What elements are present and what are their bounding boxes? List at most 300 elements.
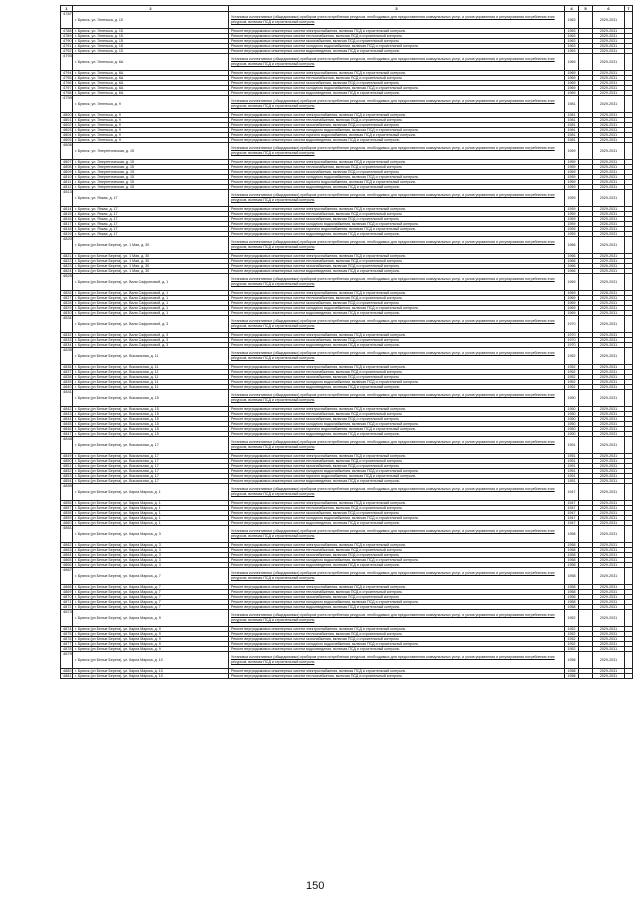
work-type-cell: Ремонт внутридомовых инженерных систем электроснабжения, включая ПСД и строительный контроль — [229, 160, 565, 165]
work-type-cell: Ремонт внутридомовых инженерных систем теплоснабжения, включая ПСД и строительный контроль — [229, 548, 565, 553]
empty-cell — [625, 190, 633, 207]
row-number: 4870 — [61, 595, 73, 600]
address-cell: г. Брянск (рп Белые Берега), ул. Карла Маркса, д. 1 — [73, 516, 229, 521]
table-row-meter-install — [61, 12, 633, 29]
work-type-cell: Ремонт внутридомовых инженерных систем холодного водоснабжения, включая ПСД и строительный контроль — [229, 380, 565, 385]
row-number: 4843 — [61, 412, 73, 417]
work-type-cell: Ремонт внутридомовых инженерных систем газоснабжения, включая ПСД и строительный контроль — [229, 217, 565, 222]
period-cell: 2029-2031 — [593, 370, 625, 375]
year-cell: 1952 — [565, 637, 579, 642]
header-cell: 7 — [625, 6, 633, 12]
period-cell: 2029-2031 — [593, 469, 625, 474]
period-cell: 2029-2031 — [593, 479, 625, 484]
row-number: 4809 — [61, 170, 73, 175]
work-type-cell: Ремонт внутридомовых инженерных систем газоснабжения, включая ПСД и строительный контроль — [229, 39, 565, 44]
year-cell: 1958 — [565, 674, 579, 679]
row-number: 4865 — [61, 558, 73, 563]
work-type-cell: Ремонт внутридомовых инженерных систем газоснабжения, включая ПСД и строительный контроль — [229, 553, 565, 558]
year-cell: 1959 — [565, 165, 579, 170]
address-cell: г. Брянск, ул. Янкая, д. 17 — [73, 217, 229, 222]
row-number: 4810 — [61, 175, 73, 180]
empty-cell — [625, 610, 633, 627]
year-cell: 1951 — [565, 437, 579, 454]
address-cell: г. Брянск (рп Белые Берега), ул. Вокзальная, д. 17 — [73, 479, 229, 484]
year-cell: 1959 — [565, 190, 579, 207]
work-type-cell: Ремонт внутридомовых инженерных систем теплоснабжения, включая ПСД и строительный контроль — [229, 212, 565, 217]
period-cell: 2029-2031 — [593, 548, 625, 553]
year-cell: 1952 — [565, 370, 579, 375]
work-type-cell: Ремонт внутридомовых инженерных систем холодного водоснабжения, включая ПСД и строительный контроль — [229, 516, 565, 521]
year-cell: 1963 — [565, 39, 579, 44]
work-type-cell: Ремонт внутридомовых инженерных систем теплоснабжения, включая ПСД и строительный контроль — [229, 459, 565, 464]
address-cell: г. Брянск, ул. Энергетическая, д. 15 — [73, 170, 229, 175]
year-cell: 1947 — [565, 484, 579, 501]
row-number: 4844 — [61, 417, 73, 422]
address-cell: г. Брянск, ул. Энгельса, д. 6А — [73, 91, 229, 96]
work-type-cell: Ремонт внутридомовых инженерных систем теплоснабжения, включая ПСД и строительный контроль — [229, 118, 565, 123]
work-type-cell: Установка коллективных (общедомовых) приборов учета потребления ресурсов, необходимых для предоставления коммунальных услуг, и узлов управления и регулирования потребления этих ресурсов, включая ПСД и строительный контроль — [229, 316, 565, 333]
row-number: 4856 — [61, 501, 73, 506]
table-row-meter-install — [61, 274, 633, 291]
work-type-cell: Ремонт внутридомовых инженерных систем электроснабжения, включая ПСД и строительный контроль — [229, 501, 565, 506]
period-cell: 2029-2031 — [593, 165, 625, 170]
address-cell: г. Брянск, ул. Энгельса, д. 15 — [73, 49, 229, 54]
year-cell: 1981 — [565, 96, 579, 113]
address-cell: г. Брянск, ул. Энгельса, д. 9 — [73, 128, 229, 133]
address-cell: г. Брянск (рп Белые Берега), ул. 1 Мая, д. 30 — [73, 259, 229, 264]
year-cell: 1981 — [565, 138, 579, 143]
work-type-cell: Ремонт внутридомовых инженерных систем газоснабжения, включая ПСД и строительный контроль — [229, 81, 565, 86]
address-cell: г. Брянск (рп Белые Берега), ул. Вокзальная, д. 11 — [73, 385, 229, 390]
period-cell: 2029-2031 — [593, 259, 625, 264]
period-cell: 2029-2031 — [593, 128, 625, 133]
row-number: 4835 — [61, 348, 73, 365]
row-number: 4803 — [61, 128, 73, 133]
row-number: 4802 — [61, 123, 73, 128]
work-type-cell: Ремонт внутридомовых инженерных систем теплоснабжения, включая ПСД и строительный контроль — [229, 590, 565, 595]
table-row-meter-install — [61, 237, 633, 254]
work-type-cell: Ремонт внутридомовых инженерных систем водоотведения, включая ПСД и строительный контроль — [229, 269, 565, 274]
empty-cell — [579, 348, 593, 365]
address-cell: г. Брянск, ул. Энгельса, д. 9 — [73, 113, 229, 118]
address-cell: г. Брянск (рп Белые Берега), ул. Карла Маркса, д. 10 — [73, 674, 229, 679]
period-cell: 2026-2031 — [593, 222, 625, 227]
period-cell: 2029-2031 — [593, 484, 625, 501]
row-number: 4834 — [61, 343, 73, 348]
work-type-cell: Ремонт внутридомовых инженерных систем газоснабжения, включая ПСД и строительный контроль — [229, 637, 565, 642]
work-type-cell: Ремонт внутридомовых инженерных систем теплоснабжения, включая ПСД и строительный контроль — [229, 412, 565, 417]
address-cell: г. Брянск, ул. Энгельса, д. 9 — [73, 96, 229, 113]
address-cell: г. Брянск (рп Белые Берега), ул. Карла Маркса, д. 3 — [73, 558, 229, 563]
address-cell: г. Брянск (рп Белые Берега), ул. Вали Сафроновой, д. 1 — [73, 296, 229, 301]
address-cell: г. Брянск (рп Белые Берега), ул. Карла Маркса, д. 3 — [73, 526, 229, 543]
work-type-cell: Ремонт внутридомовых инженерных систем электроснабжения, включая ПСД и строительный контроль — [229, 407, 565, 412]
row-number: 4877 — [61, 642, 73, 647]
year-cell: 1970 — [565, 338, 579, 343]
work-type-cell: Ремонт внутридомовых инженерных систем теплоснабжения, включая ПСД и строительный контроль — [229, 76, 565, 81]
row-number: 4852 — [61, 469, 73, 474]
row-number: 4831 — [61, 316, 73, 333]
row-number: 4805 — [61, 138, 73, 143]
period-cell: 2029-2031 — [593, 605, 625, 610]
year-cell: 1959 — [565, 160, 579, 165]
period-cell: 2029-2031 — [593, 301, 625, 306]
empty-cell — [579, 568, 593, 585]
year-cell: 1958 — [565, 605, 579, 610]
year-cell: 1969 — [565, 274, 579, 291]
address-cell: г. Брянск, ул. Энергетическая, д. 15 — [73, 143, 229, 160]
address-cell: г. Брянск (рп Белые Берега), ул. Вокзальная, д. 15 — [73, 407, 229, 412]
period-cell: 2029-2031 — [593, 237, 625, 254]
period-cell: 2029-2031 — [593, 459, 625, 464]
year-cell: 1947 — [565, 511, 579, 516]
period-cell: 2029-2031 — [593, 380, 625, 385]
address-cell: г. Брянск, ул. Янкая, д. 17 — [73, 212, 229, 217]
work-type-cell: Установка коллективных (общедомовых) приборов учета потребления ресурсов, необходимых для предоставления коммунальных услуг, и узлов управления и регулирования потребления этих ресурсов, включая ПСД и строительный контроль — [229, 568, 565, 585]
empty-cell — [579, 143, 593, 160]
year-cell: 1959 — [565, 185, 579, 190]
address-cell: г. Брянск, ул. Энгельса, д. 9 — [73, 118, 229, 123]
address-cell: г. Брянск (рп Белые Берега), ул. 1 Мая, д. 30 — [73, 269, 229, 274]
page-number: 150 — [306, 880, 325, 892]
period-cell: 2029-2031 — [593, 227, 625, 232]
address-cell: г. Брянск (рп Белые Берега), ул. Вокзальная, д. 11 — [73, 365, 229, 370]
row-number: 4822 — [61, 259, 73, 264]
period-cell: 2029-2031 — [593, 427, 625, 432]
work-type-cell: Ремонт внутридомовых инженерных систем теплоснабжения, включая ПСД и строительный контроль — [229, 506, 565, 511]
table-row-meter-install — [61, 390, 633, 407]
empty-cell — [579, 12, 593, 29]
table-row-meter-install — [61, 316, 633, 333]
row-number: 4848 — [61, 437, 73, 454]
row-number: 4833 — [61, 338, 73, 343]
work-type-cell: Установка коллективных (общедомовых) приборов учета потребления ресурсов, необходимых для предоставления коммунальных услуг, и узлов управления и регулирования потребления этих ресурсов, включая ПСД и строительный контроль — [229, 274, 565, 291]
work-type-cell: Ремонт внутридомовых инженерных систем холодного водоснабжения, включая ПСД и строительный контроль — [229, 128, 565, 133]
year-cell: 1950 — [565, 427, 579, 432]
period-cell: 2029-2031 — [593, 558, 625, 563]
table-row-meter-install — [61, 526, 633, 543]
row-number: 4860 — [61, 521, 73, 526]
work-type-cell: Ремонт внутридомовых инженерных систем теплоснабжения, включая ПСД и строительный контроль — [229, 674, 565, 679]
year-cell: 1959 — [565, 227, 579, 232]
year-cell: 1958 — [565, 600, 579, 605]
address-cell: г. Брянск (рп Белые Берега), ул. Вокзальная, д. 17 — [73, 454, 229, 459]
empty-cell — [579, 96, 593, 113]
work-type-cell: Ремонт внутридомовых инженерных систем электроснабжения, включая ПСД и строительный контроль — [229, 207, 565, 212]
row-number: 4818 — [61, 227, 73, 232]
work-type-cell: Ремонт внутридомовых инженерных систем теплоснабжения, включая ПСД и строительный контроль — [229, 259, 565, 264]
row-number: 4821 — [61, 254, 73, 259]
year-cell: 1950 — [565, 412, 579, 417]
address-cell: г. Брянск, ул. Энгельса, д. 6А — [73, 76, 229, 81]
address-cell: г. Брянск, ул. Энгельса, д. 6А — [73, 54, 229, 71]
row-number: 4864 — [61, 553, 73, 558]
address-cell: г. Брянск, ул. Энгельса, д. 15 — [73, 44, 229, 49]
work-type-cell: Ремонт внутридомовых инженерных систем электроснабжения, включая ПСД и строительный контроль — [229, 254, 565, 259]
empty-cell — [579, 190, 593, 207]
address-cell: г. Брянск (рп Белые Берега), ул. Карла Маркса, д. 7 — [73, 600, 229, 605]
row-number: 4850 — [61, 459, 73, 464]
work-type-cell: Ремонт внутридомовых инженерных систем водоотведения, включая ПСД и строительный контроль — [229, 385, 565, 390]
row-number: 4788 — [61, 29, 73, 34]
row-number: 4859 — [61, 516, 73, 521]
work-type-cell: Ремонт внутридомовых инженерных систем теплоснабжения, включая ПСД и строительный контроль — [229, 34, 565, 39]
row-number: 4861 — [61, 526, 73, 543]
year-cell: 1952 — [565, 632, 579, 637]
year-cell: 1952 — [565, 348, 579, 365]
row-number: 4862 — [61, 543, 73, 548]
repair-schedule-table — [60, 5, 633, 679]
address-cell: г. Брянск (рп Белые Берега), ул. Карла Маркса, д. 1 — [73, 506, 229, 511]
address-cell: г. Брянск (рп Белые Берега), ул. Вали Сафроновой, д. 1 — [73, 311, 229, 316]
work-type-cell: Ремонт внутридомовых инженерных систем электроснабжения, включая ПСД и строительный контроль — [229, 543, 565, 548]
address-cell: г. Брянск (рп Белые Берега), ул. Карла Маркса, д. 7 — [73, 590, 229, 595]
address-cell: г. Брянск, ул. Энгельса, д. 15 — [73, 34, 229, 39]
header-cell: 6 — [593, 6, 625, 12]
period-cell: 2029-2031 — [593, 521, 625, 526]
year-cell: 1951 — [565, 479, 579, 484]
work-type-cell: Установка коллективных (общедомовых) приборов учета потребления ресурсов, необходимых для предоставления коммунальных услуг, и узлов управления и регулирования потребления этих ресурсов, включая ПСД и строительный контроль — [229, 610, 565, 627]
address-cell: г. Брянск (рп Белые Берега), ул. Карла Маркса, д. 3 — [73, 553, 229, 558]
year-cell: 1969 — [565, 81, 579, 86]
year-cell: 1969 — [565, 291, 579, 296]
work-type-cell: Ремонт внутридомовых инженерных систем электроснабжения, включая ПСД и строительный контроль — [229, 669, 565, 674]
period-cell: 2029-2031 — [593, 333, 625, 338]
year-cell: 1963 — [565, 12, 579, 29]
row-number: 4814 — [61, 207, 73, 212]
period-cell: 2029-2031 — [593, 632, 625, 637]
row-number: 4825 — [61, 274, 73, 291]
period-cell: 2029-2031 — [593, 207, 625, 212]
work-type-cell: Установка коллективных (общедомовых) приборов учета потребления ресурсов, необходимых для предоставления коммунальных услуг, и узлов управления и регулирования потребления этих ресурсов, включая ПСД и строительный контроль — [229, 348, 565, 365]
work-type-cell: Установка коллективных (общедомовых) приборов учета потребления ресурсов, необходимых для предоставления коммунальных услуг, и узлов управления и регулирования потребления этих ресурсов, включая ПСД и строительный контроль — [229, 390, 565, 407]
empty-cell — [579, 652, 593, 669]
period-cell: 2029-2031 — [593, 568, 625, 585]
period-cell: 2029-2031 — [593, 81, 625, 86]
address-cell: г. Брянск (рп Белые Берега), ул. Карла Маркса, д. 3 — [73, 563, 229, 568]
year-cell: 1958 — [565, 526, 579, 543]
period-cell: 2029-2031 — [593, 385, 625, 390]
work-type-cell: Ремонт внутридомовых инженерных систем электроснабжения, включая ПСД и строительный контроль — [229, 365, 565, 370]
period-cell: 2029-2031 — [593, 217, 625, 222]
address-cell: г. Брянск, ул. Энергетическая, д. 15 — [73, 180, 229, 185]
address-cell: г. Брянск, ул. Энергетическая, д. 15 — [73, 175, 229, 180]
work-type-cell: Ремонт внутридомовых инженерных систем газоснабжения, включая ПСД и строительный контроль — [229, 417, 565, 422]
year-cell: 1969 — [565, 296, 579, 301]
address-cell: г. Брянск, ул. Янкая, д. 17 — [73, 190, 229, 207]
year-cell: 1950 — [565, 407, 579, 412]
address-cell: г. Брянск, ул. Янкая, д. 17 — [73, 207, 229, 212]
empty-cell — [579, 274, 593, 291]
work-type-cell: Установка коллективных (общедомовых) приборов учета потребления ресурсов, необходимых для предоставления коммунальных услуг, и узлов управления и регулирования потребления этих ресурсов, включая ПСД и строительный контроль — [229, 484, 565, 501]
year-cell: 1959 — [565, 222, 579, 227]
address-cell: г. Брянск, ул. Энергетическая, д. 15 — [73, 160, 229, 165]
row-number: 4815 — [61, 212, 73, 217]
year-cell: 1963 — [565, 34, 579, 39]
period-cell: 2029-2031 — [593, 647, 625, 652]
year-cell: 1958 — [565, 548, 579, 553]
year-cell: 1963 — [565, 29, 579, 34]
empty-cell — [625, 390, 633, 407]
empty-cell — [625, 484, 633, 501]
address-cell: г. Брянск (рп Белые Берега), ул. Вокзальная, д. 15 — [73, 422, 229, 427]
table-row-meter-install — [61, 610, 633, 627]
year-cell: 1970 — [565, 316, 579, 333]
period-cell: 2028-2031 — [593, 291, 625, 296]
address-cell: г. Брянск (рп Белые Берега), ул. 1 Мая, д. 30 — [73, 237, 229, 254]
work-type-cell: Установка коллективных (общедомовых) приборов учета потребления ресурсов, необходимых для предоставления коммунальных услуг, и узлов управления и регулирования потребления этих ресурсов, включая ПСД и строительный контроль — [229, 652, 565, 669]
address-cell: г. Брянск (рп Белые Берега), ул. 1 Мая, д. 30 — [73, 254, 229, 259]
work-type-cell: Ремонт внутридомовых инженерных систем водоотведения, включая ПСД и строительный контроль — [229, 343, 565, 348]
empty-cell — [579, 390, 593, 407]
year-cell: 1947 — [565, 501, 579, 506]
year-cell: 1952 — [565, 610, 579, 627]
empty-cell — [625, 237, 633, 254]
header-cell: 4 — [565, 6, 579, 12]
empty-cell — [579, 526, 593, 543]
work-type-cell: Ремонт внутридомовых инженерных систем газоснабжения, включая ПСД и строительный контроль — [229, 464, 565, 469]
empty-cell — [579, 674, 593, 679]
year-cell: 1952 — [565, 385, 579, 390]
work-type-cell: Ремонт внутридомовых инженерных систем холодного водоснабжения, включая ПСД и строительный контроль — [229, 642, 565, 647]
work-type-cell: Установка коллективных (общедомовых) приборов учета потребления ресурсов, необходимых для предоставления коммунальных услуг, и узлов управления и регулирования потребления этих ресурсов, включая ПСД и строительный контроль — [229, 12, 565, 29]
period-cell: 2029-2031 — [593, 437, 625, 454]
table-row-meter-install — [61, 190, 633, 207]
row-number: 4849 — [61, 454, 73, 459]
row-number: 4878 — [61, 647, 73, 652]
address-cell: г. Брянск (рп Белые Берега), ул. Вокзальная, д. 15 — [73, 427, 229, 432]
period-cell: 2029-2031 — [593, 34, 625, 39]
work-type-cell: Ремонт внутридомовых инженерных систем водоотведения, включая ПСД и строительный контроль — [229, 91, 565, 96]
year-cell: 1963 — [565, 44, 579, 49]
year-cell: 1952 — [565, 647, 579, 652]
table-row-meter-install — [61, 348, 633, 365]
year-cell: 1959 — [565, 143, 579, 160]
row-number: 4857 — [61, 506, 73, 511]
table-row-meter-install — [61, 568, 633, 585]
work-type-cell: Ремонт внутридомовых инженерных систем горячего водоснабжения, включая ПСД и строительный контроль — [229, 180, 565, 185]
row-number: 4874 — [61, 627, 73, 632]
work-type-cell: Ремонт внутридомовых инженерных систем водоотведения, включая ПСД и строительный контроль — [229, 49, 565, 54]
year-cell: 1981 — [565, 113, 579, 118]
address-cell: г. Брянск (рп Белые Берега), ул. Карла Маркса, д. 3 — [73, 548, 229, 553]
address-cell: г. Брянск, ул. Янкая, д. 17 — [73, 222, 229, 227]
address-cell: г. Брянск (рп Белые Берега), ул. Вокзальная, д. 15 — [73, 390, 229, 407]
row-number: 4869 — [61, 590, 73, 595]
period-cell: 2029-2031 — [593, 49, 625, 54]
row-number: 4838 — [61, 375, 73, 380]
period-cell: 2029-2031 — [593, 96, 625, 113]
address-cell: г. Брянск (рп Белые Берега), ул. Карла Маркса, д. 9 — [73, 642, 229, 647]
empty-cell — [625, 674, 633, 679]
period-cell: 2029-2031 — [593, 610, 625, 627]
work-type-cell: Ремонт внутридомовых инженерных систем горячего водоснабжения, включая ПСД и строительный контроль — [229, 474, 565, 479]
address-cell: г. Брянск, ул. Янкая, д. 17 — [73, 227, 229, 232]
row-number: 4847 — [61, 432, 73, 437]
year-cell: 1958 — [565, 585, 579, 590]
address-cell: г. Брянск (рп Белые Берега), ул. Вокзальная, д. 17 — [73, 437, 229, 454]
period-cell: 2029-2031 — [593, 190, 625, 207]
year-cell: 1966 — [565, 254, 579, 259]
work-type-cell: Ремонт внутридомовых инженерных систем холодного водоснабжения, включая ПСД и строительный контроль — [229, 306, 565, 311]
row-number: 4855 — [61, 484, 73, 501]
row-number: 4846 — [61, 427, 73, 432]
period-cell: 2029-2031 — [593, 563, 625, 568]
work-type-cell: Ремонт внутридомовых инженерных систем холодного водоснабжения, включая ПСД и строительный контроль — [229, 175, 565, 180]
address-cell: г. Брянск, ул. Энгельса, д. 9 — [73, 123, 229, 128]
period-cell: 2029-2031 — [593, 474, 625, 479]
period-cell: 2029-2031 — [593, 138, 625, 143]
year-cell: 1969 — [565, 306, 579, 311]
period-cell: 2029-2031 — [593, 637, 625, 642]
row-number: 4795 — [61, 76, 73, 81]
year-cell: 1959 — [565, 175, 579, 180]
period-cell: 2029-2031 — [593, 44, 625, 49]
address-cell: г. Брянск (рп Белые Берега), ул. Вали Сафроновой, д. 1 — [73, 291, 229, 296]
period-cell: 2029-2031 — [593, 417, 625, 422]
year-cell: 1952 — [565, 365, 579, 370]
row-number: 4801 — [61, 118, 73, 123]
address-cell: г. Брянск (рп Белые Берега), ул. Вали Сафроновой, д. 1 — [73, 274, 229, 291]
row-number: 4839 — [61, 380, 73, 385]
address-cell: г. Брянск (рп Белые Берега), ул. Вали Сафроновой, д. 1 — [73, 301, 229, 306]
empty-cell — [579, 237, 593, 254]
work-type-cell: Ремонт внутридомовых инженерных систем теплоснабжения, включая ПСД и строительный контроль — [229, 370, 565, 375]
work-type-cell: Ремонт внутридомовых инженерных систем холодного водоснабжения, включая ПСД и строительный контроль — [229, 44, 565, 49]
period-cell: 2029-2031 — [593, 422, 625, 427]
year-cell: 1959 — [565, 170, 579, 175]
row-number: 4826 — [61, 291, 73, 296]
year-cell: 1970 — [565, 343, 579, 348]
period-cell: 2029-2031 — [593, 71, 625, 76]
empty-cell — [625, 348, 633, 365]
table-row-meter-install — [61, 54, 633, 71]
address-cell: г. Брянск (рп Белые Берега), ул. Вали Сафроновой, д. 1 — [73, 306, 229, 311]
row-number: 4827 — [61, 296, 73, 301]
year-cell: 1969 — [565, 86, 579, 91]
address-cell: г. Брянск (рп Белые Берега), ул. Вокзальная, д. 15 — [73, 412, 229, 417]
empty-cell — [625, 526, 633, 543]
empty-cell — [625, 568, 633, 585]
empty-cell — [625, 274, 633, 291]
work-type-cell: Ремонт внутридомовых инженерных систем водоотведения, включая ПСД и строительный контроль — [229, 605, 565, 610]
year-cell: 1950 — [565, 390, 579, 407]
work-type-cell: Ремонт внутридомовых инженерных систем электроснабжения, включая ПСД и строительный контроль — [229, 113, 565, 118]
work-type-cell: Ремонт внутридомовых инженерных систем водоотведения, включая ПСД и строительный контроль — [229, 138, 565, 143]
address-cell: г. Брянск (рп Белые Берега), ул. Вокзальная, д. 15 — [73, 432, 229, 437]
address-cell: г. Брянск, ул. Янкая, д. 17 — [73, 232, 229, 237]
table-row-meter-install — [61, 437, 633, 454]
period-cell: 2029-2031 — [593, 39, 625, 44]
row-number: 4791 — [61, 44, 73, 49]
period-cell: 2029-2031 — [593, 274, 625, 291]
period-cell: 2029-2031 — [593, 652, 625, 669]
table-body — [61, 12, 633, 679]
year-cell: 1981 — [565, 133, 579, 138]
year-cell: 1958 — [565, 595, 579, 600]
row-number: 4796 — [61, 81, 73, 86]
work-type-cell: Установка коллективных (общедомовых) приборов учета потребления ресурсов, необходимых для предоставления коммунальных услуг, и узлов управления и регулирования потребления этих ресурсов, включая ПСД и строительный контроль — [229, 143, 565, 160]
period-cell: 2029-2031 — [593, 669, 625, 674]
header-cell: 1 — [61, 6, 73, 12]
period-cell: 2029-2031 — [593, 595, 625, 600]
year-cell: 1963 — [565, 49, 579, 54]
period-cell: 2029-2031 — [593, 185, 625, 190]
year-cell: 1981 — [565, 118, 579, 123]
address-cell: г. Брянск, ул. Энгельса, д. 15 — [73, 39, 229, 44]
work-type-cell: Ремонт внутридомовых инженерных систем газоснабжения, включая ПСД и строительный контроль — [229, 264, 565, 269]
year-cell: 1950 — [565, 432, 579, 437]
